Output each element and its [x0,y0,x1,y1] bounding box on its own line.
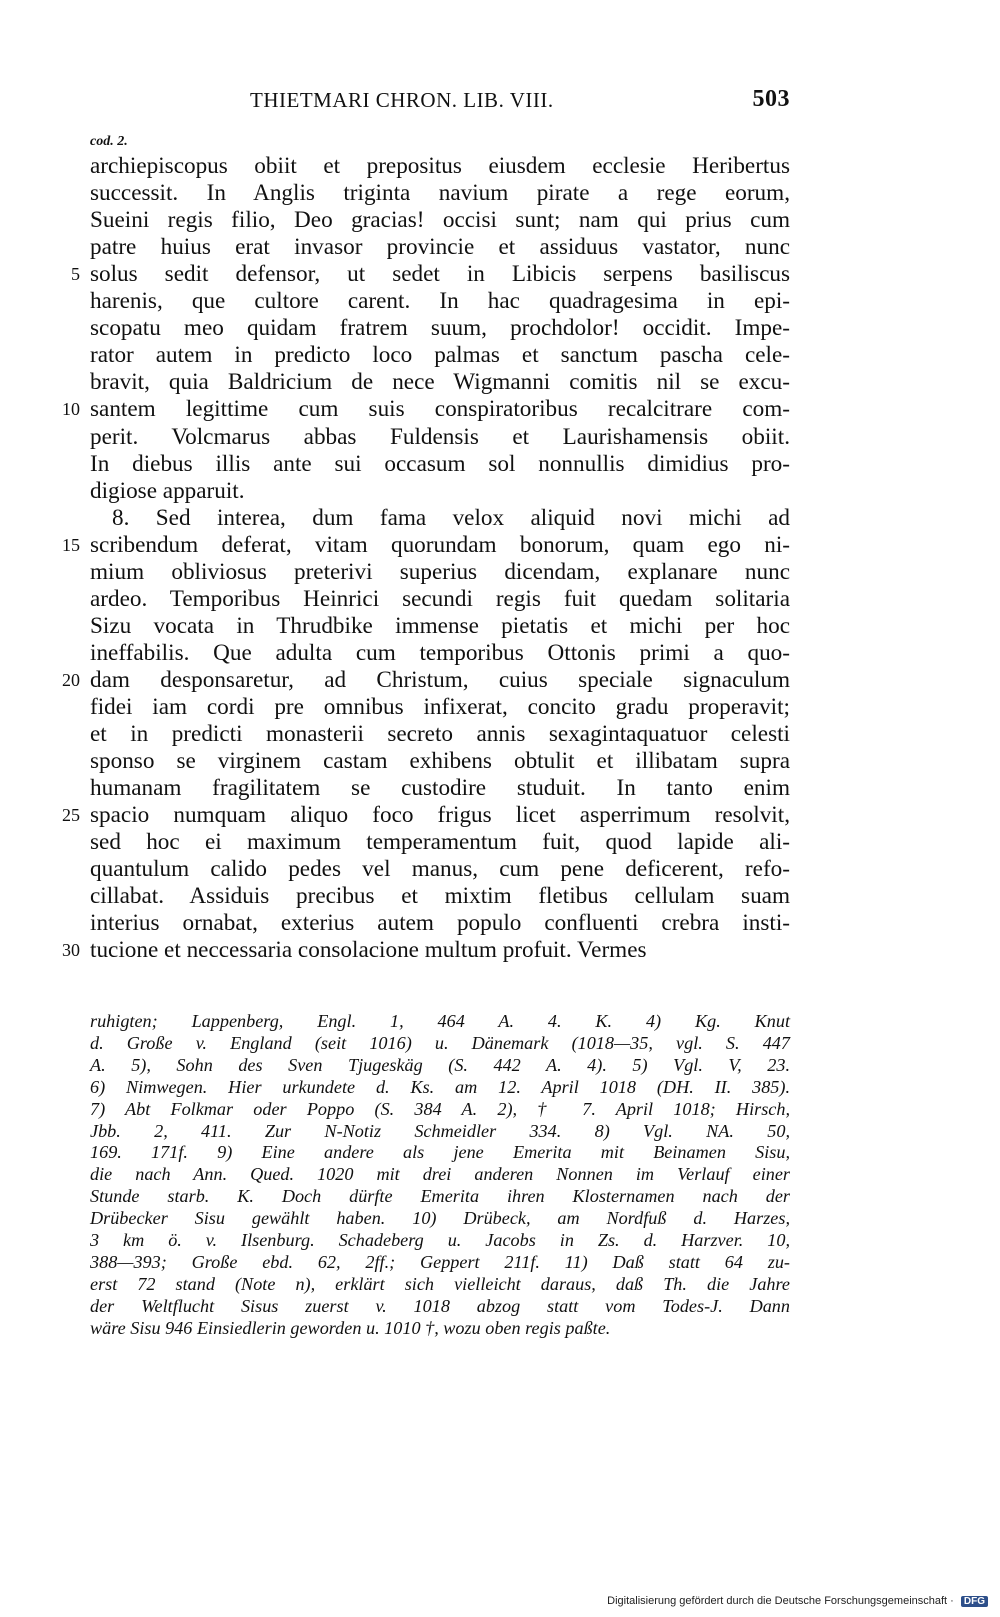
line-number: 20 [62,669,80,690]
text-line: sed hoc ei maximum temperamentum fuit, quod lapide ali- [90,829,790,856]
footnote-line: die nach Ann. Qued. 1020 mit drei anderen Nonnen im Verlauf einer [90,1164,790,1185]
text-line: scribendum deferat, vitam quorundam bonorum, quam ego ni- [90,531,790,558]
line-number: 5 [71,264,80,285]
footnote-line: ruhigten; Lappenberg, Engl. 1, 464 A. 4. K. 4) Kg. Knut [90,1011,790,1031]
footnote-line: wäre Sisu 946 Einsiedlerin geworden u. 1010 †, wozu oben regis paßte. [90,1317,611,1338]
footnote-line: 3 km ö. v. Ilsenburg. Schadeberg u. Jacobs in Zs. d. Harzver. 10, [90,1230,790,1250]
footnote-line: erst 72 stand (Note n), erklärt sich vielleicht daraus, daß Th. die Jahre [90,1273,790,1294]
text-line: archiepiscopus obiit et prepositus eiusdem ecclesie Heribertus [90,153,790,179]
text-line: patre huius erat invasor provincie et assiduus vastator, nunc [90,234,790,261]
footnote-line: 388—393; Große ebd. 62, 2ff.; Geppert 211f. 11) Daß statt 64 zu- [90,1251,790,1272]
text-line: santem legittime cum suis conspiratoribus recalcitrare com- [90,396,790,423]
line-number: 15 [62,534,80,555]
footnote-line: A. 5), Sohn des Sven Tjugeskäg (S. 442 A. 4). 5) Vgl. V, 23. [90,1054,790,1075]
text-line: dam desponsaretur, ad Christum, cuius speciale signaculum [90,666,790,693]
text-line: interius ornabat, exterius autem populo confluenti crebra insti- [90,910,790,937]
footnote-line: Drübecker Sisu gewählt haben. 10) Drübeck, am Nordfuß d. Harzes, [90,1208,790,1229]
footnote-line: 7) Abt Folkmar oder Poppo (S. 384 A. 2), † 7. April 1018; Hirsch, [90,1098,790,1119]
text-line: In diebus illis ante sui occasum sol nonnullis dimidius pro- [90,450,790,477]
text-line: quantulum calido pedes vel manus, cum pene deficerent, refo- [90,856,790,883]
text-line: cillabat. Assiduis precibus et mixtim fletibus cellulam suam [90,883,790,910]
text-line: perit. Volcmarus abbas Fuldensis et Laurishamensis obiit. [90,423,790,450]
text-line: solus sedit defensor, ut sedet in Libicis serpens basiliscus [90,261,790,288]
text-line: ineffabilis. Que adulta cum temporibus Ottonis primi a quo- [90,639,790,666]
manuscript-note: cod. 2. [90,134,128,149]
text-line: scopatu meo quidam fratrem suum, prochdolor! occidit. Impe- [90,315,790,342]
text-line: tucione et neccessaria consolacione multum profuit. Vermes [90,937,647,964]
footnote-line: 6) Nimwegen. Hier urkundete d. Ks. am 12. April 1018 (DH. II. 385). [90,1076,790,1097]
line-number: 25 [62,805,80,826]
text-line: digiose apparuit. [90,477,245,504]
text-line: ardeo. Temporibus Heinrici secundi regis fuit quedam solitaria [90,585,790,612]
funding-text: Digitalisierung gefördert durch die Deutsche Forschungsgemeinschaft · [607,1595,954,1607]
text-line: rator autem in predicto loco palmas et sanctum pascha cele- [90,342,790,369]
text-line: harenis, que cultore carent. In hac quadragesima in epi- [90,288,790,315]
dfg-logo: DFG [961,1596,988,1607]
text-line: humanam fragilitatem se custodire studuit. In tanto enim [90,775,790,802]
line-number: 30 [62,940,80,961]
text-line: et in predicti monasterii secreto annis sexagintaquatuor celesti [90,721,790,748]
text-line: 8. Sed interea, dum fama velox aliquid novi michi ad [112,504,790,531]
text-line: sponso se virginem castam exhibens obtulit et illibatam supra [90,748,790,775]
footnote-line: Jbb. 2, 411. Zur N-Notiz Schmeidler 334. 8) Vgl. NA. 50, [90,1120,790,1141]
footnote-line: d. Große v. England (seit 1016) u. Dänemark (1018—35, vgl. S. 447 [90,1032,790,1053]
text-line: bravit, quia Baldricium de nece Wigmanni comitis nil se excu- [90,369,790,396]
page-number: 503 [752,86,790,112]
text-line: spacio numquam aliquo foco frigus licet asperrimum resolvit, [90,802,790,829]
running-title: THIETMARI CHRON. LIB. VIII. [250,88,554,112]
text-line: successit. In Anglis triginta navium pirate a rege eorum, [90,180,790,207]
text-line: fidei iam cordi pre omnibus infixerat, concito gradu properavit; [90,694,790,720]
text-line: mium obliviosus preterivi superius dicendam, explanare nunc [90,558,790,585]
line-number: 10 [62,399,80,420]
footnote-line: Stunde starb. K. Doch dürfte Emerita ihren Klosternamen nach der [90,1186,790,1207]
footnote-line: der Weltflucht Sisus zuerst v. 1018 abzog statt vom Todes-J. Dann [90,1295,790,1316]
text-line: Sizu vocata in Thrudbike immense pietatis et michi per hoc [90,612,790,639]
text-line: Sueini regis filio, Deo gracias! occisi sunt; nam qui prius cum [90,207,790,234]
footnote-line: 169. 171f. 9) Eine andere als jene Emerita mit Beinamen Sisu, [90,1142,790,1163]
funding-note [607,1595,988,1607]
